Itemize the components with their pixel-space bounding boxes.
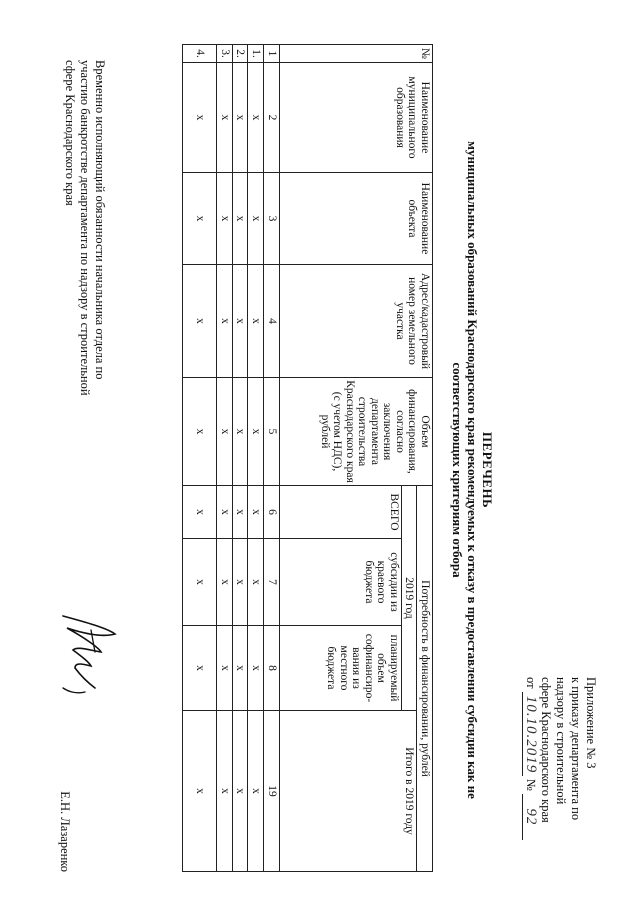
table-cell: x — [217, 539, 233, 626]
appendix-block — [522, 677, 598, 877]
municipalities-table — [183, 44, 434, 872]
table-cell: 8 — [264, 626, 280, 711]
header-all: ВСЕГО — [280, 486, 402, 539]
header-address: Адрес/кадастровый номер земельного участка — [280, 265, 433, 378]
table-cell: x — [248, 63, 264, 173]
appendix-line: к приказу департамента по — [569, 677, 583, 821]
position-line: Временно исполняющий обязанности начальника отдела по — [93, 60, 107, 380]
header-row — [417, 45, 433, 872]
table-cell: x — [233, 626, 249, 711]
header-volume: Объем финансирования, согласно заключения департамента строительства Краснодарского края (с учетом НДС), рублей — [280, 378, 433, 486]
table-cell: x — [217, 486, 233, 539]
handwritten-number: 92 — [522, 794, 538, 840]
table-cell: x — [248, 265, 264, 378]
table-cell: x — [217, 711, 233, 872]
table-row — [233, 45, 249, 872]
title-line: соответствующих критериям отбора — [450, 362, 465, 578]
table-cell: 6 — [264, 486, 280, 539]
table-cell: x — [233, 265, 249, 378]
appendix-date-line — [522, 677, 538, 877]
table-cell: 3. — [217, 45, 233, 63]
table-cell: x — [233, 63, 249, 173]
table-cell: 3 — [264, 173, 280, 265]
table-cell: x — [183, 486, 217, 539]
signatory-name: Е.Н. Лазаренко — [58, 791, 72, 872]
table-cell: 19 — [264, 711, 280, 872]
table-cell: x — [183, 711, 217, 872]
table-cell: x — [183, 265, 217, 378]
position-line: участию банкротстве департамента по надзору в строительной — [78, 60, 92, 396]
table-row — [183, 45, 217, 872]
table-cell: x — [248, 539, 264, 626]
header-need: Потребность в финансировании, рублей — [417, 486, 433, 872]
table-cell: x — [233, 173, 249, 265]
title-line: муниципальных образований Краснодарского края рекомендуемых к отказу в предоставлении субсидии как не — [465, 141, 480, 799]
table-cell: x — [183, 378, 217, 486]
table-cell: x — [233, 539, 249, 626]
table-cell: x — [248, 711, 264, 872]
header-local: планируемый объем софинансиро-вания из местного бюджета — [280, 626, 402, 711]
document-title — [450, 70, 495, 870]
header-municipality: Наименование муниципального образования — [280, 63, 433, 173]
appendix-line: надзору в строительной — [554, 677, 568, 805]
table-cell: 2. — [233, 45, 249, 63]
header-year: 2019 год — [402, 486, 418, 711]
handwritten-signature — [45, 608, 125, 703]
header-object: Наименование объекта — [280, 173, 433, 265]
appendix-line: сфере Краснодарского края — [539, 677, 553, 823]
number-prefix: № — [524, 778, 538, 791]
table-cell: x — [233, 486, 249, 539]
table-cell: x — [233, 378, 249, 486]
signatory-position — [62, 60, 107, 500]
table-cell: x — [233, 711, 249, 872]
table-cell: x — [217, 265, 233, 378]
table-cell: 7 — [264, 539, 280, 626]
appendix-line: Приложение № 3 — [584, 677, 598, 769]
position-line: сфере Краснодарского края — [63, 60, 77, 206]
table-cell: 5 — [264, 378, 280, 486]
table-cell: x — [183, 626, 217, 711]
table-row — [217, 45, 233, 872]
table-row — [248, 45, 264, 872]
title-heading: ПЕРЕЧЕНЬ — [480, 431, 495, 509]
table-cell: 1 — [264, 45, 280, 63]
table-cell: x — [183, 173, 217, 265]
header-num: № — [280, 45, 433, 63]
numbering-row — [264, 45, 280, 872]
table-cell: 4. — [183, 45, 217, 63]
table-cell: x — [217, 63, 233, 173]
table-cell: x — [217, 626, 233, 711]
table-cell: 1. — [248, 45, 264, 63]
table-cell: x — [248, 173, 264, 265]
header-total-2019: Итого в 2019 году — [280, 711, 418, 872]
table-cell: x — [183, 539, 217, 626]
table-cell: 2 — [264, 63, 280, 173]
table-cell: x — [217, 378, 233, 486]
handwritten-date: 10.10.2019 — [522, 692, 538, 776]
table-cell: x — [217, 173, 233, 265]
table-cell: x — [248, 378, 264, 486]
header-regional: субсидии из краевого бюджета — [280, 539, 402, 626]
date-prefix: от — [524, 677, 538, 689]
table-cell: x — [183, 63, 217, 173]
table-cell: 4 — [264, 265, 280, 378]
table-cell: x — [248, 626, 264, 711]
table-cell: x — [248, 486, 264, 539]
